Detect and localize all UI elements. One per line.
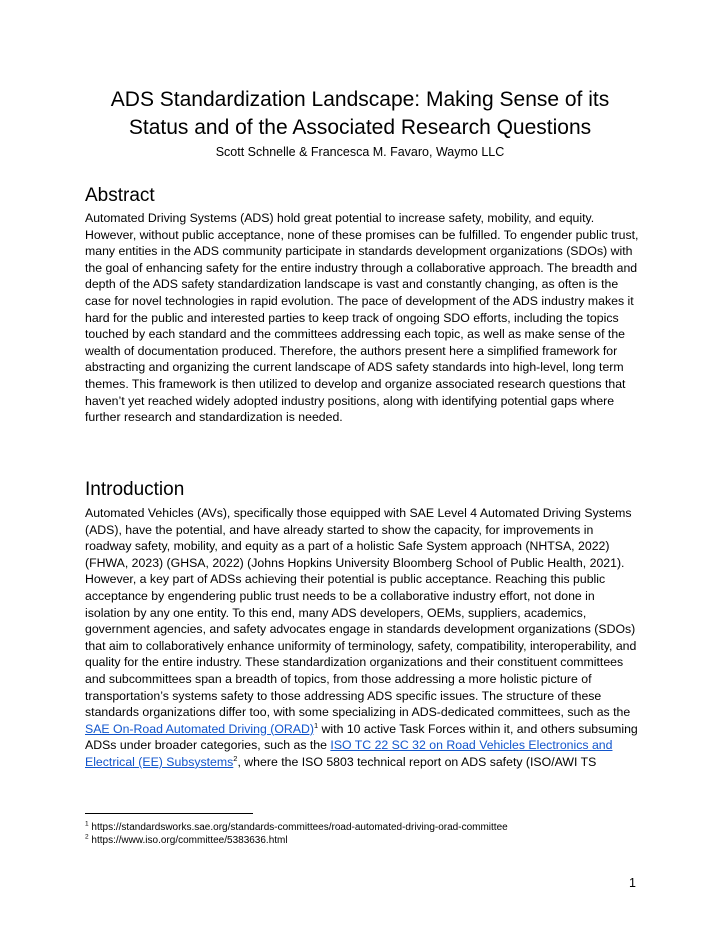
introduction-paragraph <box>85 505 641 771</box>
footnote-1-url: https://standardsworks.sae.org/standards-committees/road-automated-driving-orad-committee <box>88 822 508 833</box>
introduction-heading: Introduction <box>85 479 185 500</box>
footnote-1-number: 1 <box>85 820 89 828</box>
introduction-text-2: with 10 active Task Forces within it, and others subsuming ADSs under broader categories, such as the <box>85 721 638 753</box>
footnote-ref-1[interactable]: 1 <box>313 720 319 730</box>
abstract-paragraph: Automated Driving Systems (ADS) hold great potential to increase safety, mobility, and equity. However, without public acceptance, none of these promises can be fulfilled. To engender public trust, many entities in the ADS community participate in standards development organizations (SDOs) with the goal of enhancing safety for the entire industry through a collaborative approach. The breadth and depth of the ADS safety standardization landscape is vast and constantly changing, as often is the case for novel technologies in rapid evolution. The pace of development of the ADS industry makes it hard for the public and interested parties to keep track of ongoing SDO efforts, including the topics touched by each standard and the committees addressing each topic, as well as make sense of the wealth of documentation produced. Therefore, the authors present here a simplified framework for abstracting and organizing the current landscape of ADS safety standards into high-level, long term themes. This framework is then utilized to develop and organize associated research questions that haven’t yet reached widely adopted industry positions, along with identifying potential gaps where further research and standardization is needed. <box>85 211 639 425</box>
footnote-2-number: 2 <box>85 833 89 841</box>
footnotes <box>85 821 645 847</box>
paper-title-line-2: Status and of the Associated Research Questions <box>128 116 592 139</box>
paper-authors: Scott Schnelle & Francesca M. Favaro, Waymo LLC <box>215 145 505 159</box>
abstract-heading: Abstract <box>85 185 155 206</box>
footnote-1 <box>85 821 645 834</box>
introduction-text-1: Automated Vehicles (AVs), specifically those equipped with SAE Level 4 Automated Driving Systems (ADS), have the potential, and have already started to show the capacity, for improvements in roadway safety, mobility, and equity as a part of a holistic Safe System approach (NHTSA, 2022) (FHWA, 2023) (GHSA, 2022) (Johns Hopkins University Bloomberg School of Public Health, 2021). However, a key part of ADSs achieving their potential is public acceptance. Reaching this public acceptance by engendering public trust needs to be a collaborative industry effort, not done in isolation by any one entity. To this end, many ADS developers, OEMs, suppliers, academics, government agencies, and safety advocates engage in standards development organizations (SDOs) that aim to collaboratively enhance uniformity of terminology, safety, compatibility, interoperability, and quality for the entire industry. These standardization organizations and their constituent committees and subcommittees span a breadth of topics, from those addressing a more holistic picture of transportation’s systems safety to those addressing ADS specific issues. The structure of these standards organizations differ too, with some specializing in ADS-dedicated committees, such as the <box>85 506 637 720</box>
footnote-2 <box>85 834 645 847</box>
sae-orad-link[interactable]: SAE On-Road Automated Driving (ORAD) <box>85 721 314 736</box>
footnote-divider <box>85 813 253 814</box>
page-number: 1 <box>629 876 636 890</box>
footnote-2-url: https://www.iso.org/committee/5383636.html <box>88 835 288 846</box>
footnote-ref-2[interactable]: 2 <box>233 753 238 763</box>
paper-title-line-1: ADS Standardization Landscape: Making Sense of its <box>110 88 610 111</box>
introduction-text-3: , where the ISO 5803 technical report on ADS safety (ISO/AWI TS <box>237 754 597 769</box>
paper-title <box>60 86 660 142</box>
iso-tc22-sc32-link[interactable]: ISO TC 22 SC 32 on Road Vehicles Electronics and Electrical (EE) Subsystems <box>85 738 613 769</box>
